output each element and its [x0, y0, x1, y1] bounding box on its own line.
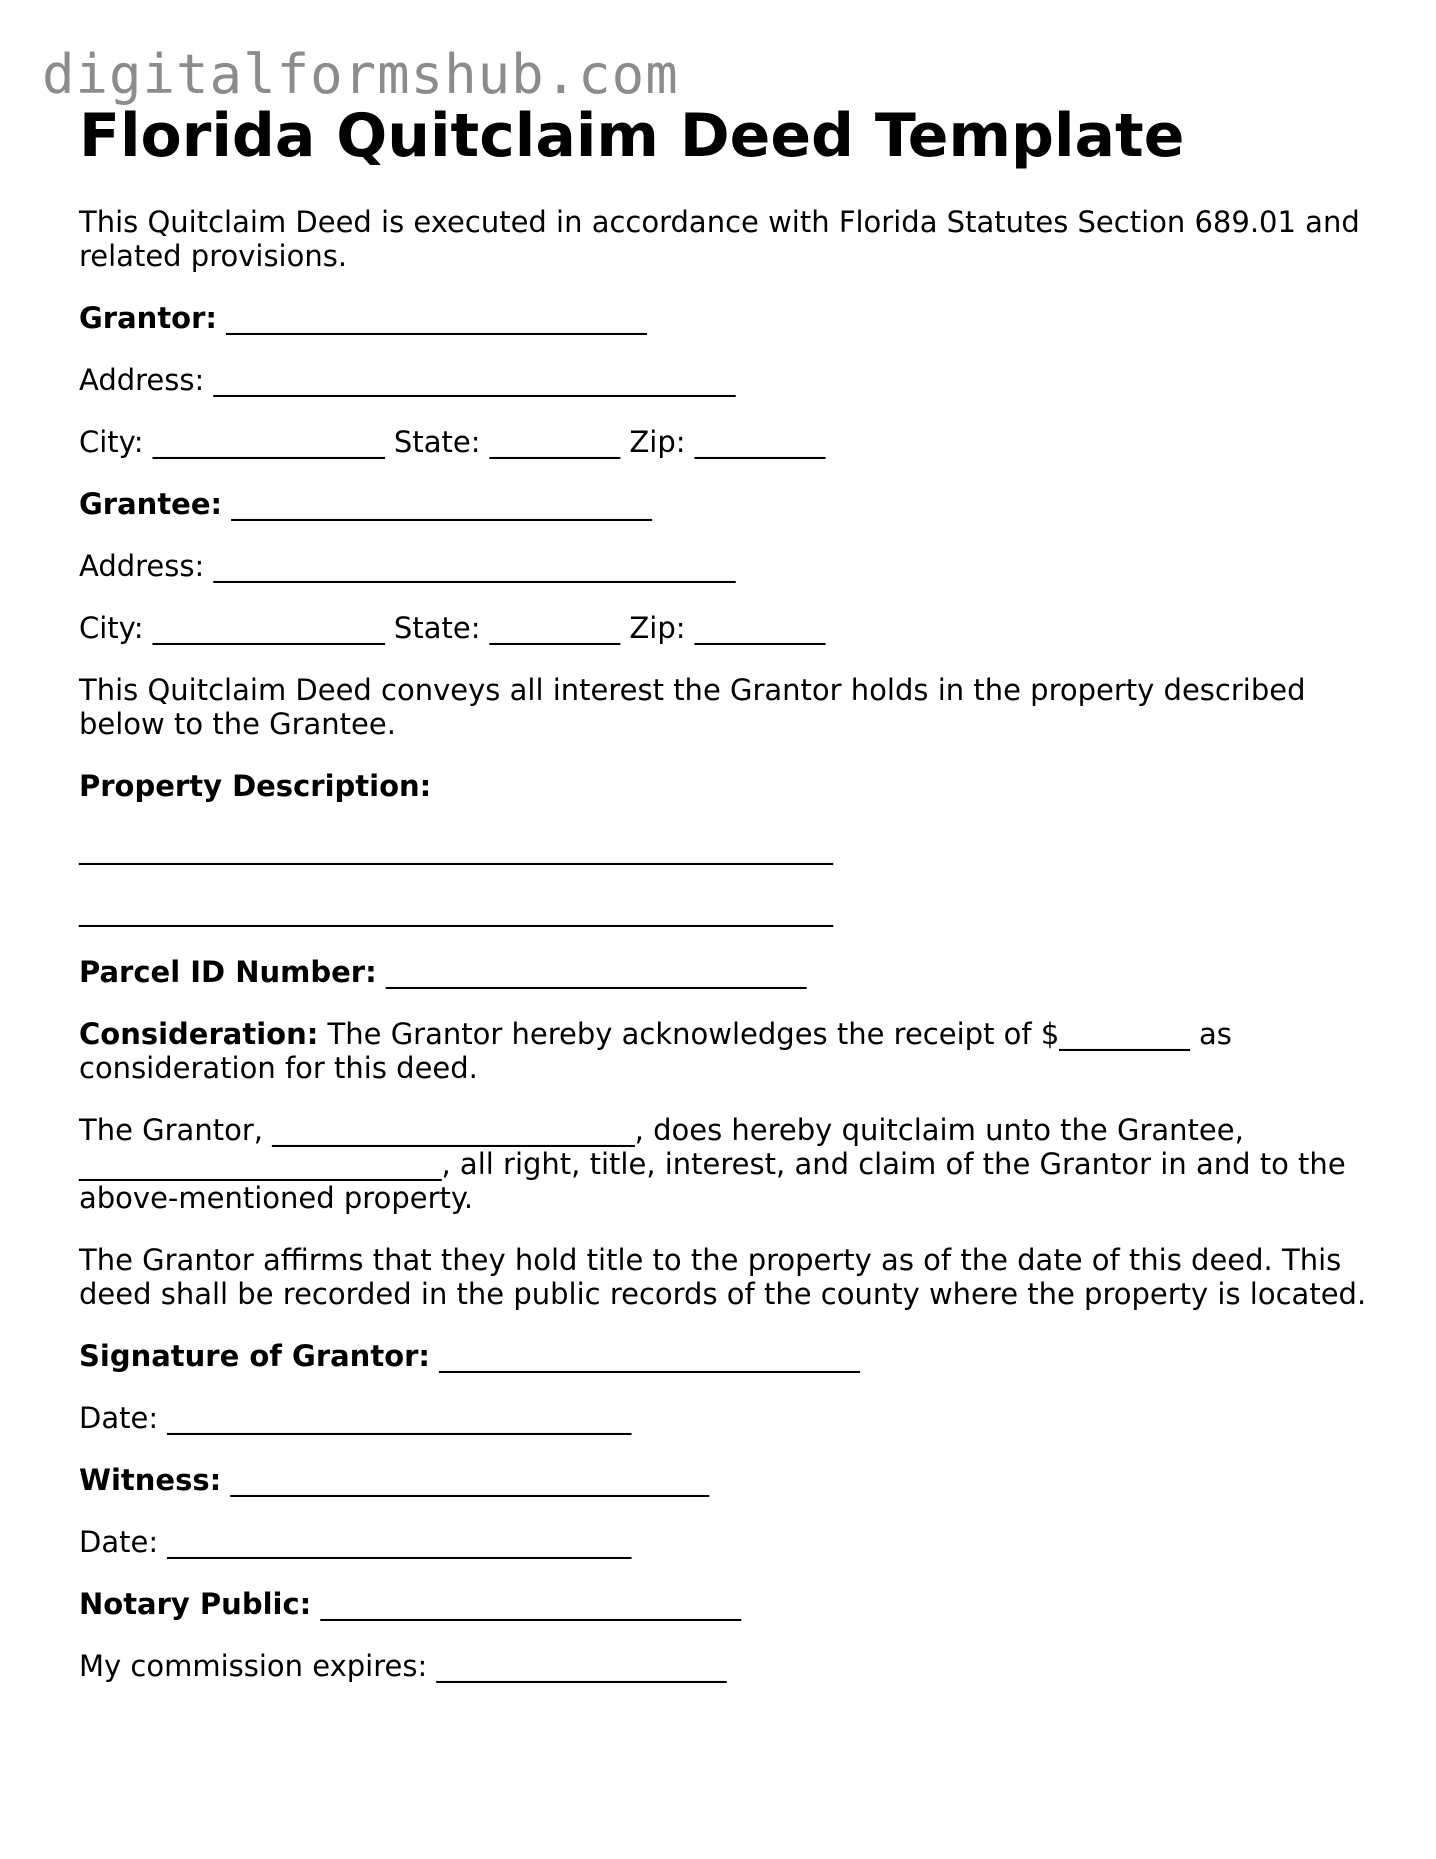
grantor-signature-blank[interactable]: _____________________________ — [430, 1339, 860, 1373]
parcel-id-blank[interactable]: _____________________________ — [376, 955, 807, 989]
grantor-city-state-zip-field[interactable]: City: ________________ State: _________ Zip: _________ — [79, 425, 826, 459]
commission-expires-field[interactable]: My commission expires: ____________________ — [79, 1649, 727, 1683]
grantee-city-state-zip-field[interactable]: City: ________________ State: _________ Zip: _________ — [79, 611, 826, 645]
grantor-signature-date-field[interactable]: Date: ________________________________ — [79, 1401, 632, 1435]
intro-paragraph: This Quitclaim Deed is executed in accordance with Florida Statutes Section 689.01 and related provisions. — [79, 205, 1360, 273]
watermark: digitalformshub.com — [42, 43, 679, 106]
property-description-line-1[interactable]: ____________________________________________________ — [79, 831, 833, 865]
witness-label: Witness: — [79, 1463, 222, 1497]
grantor-signature-field[interactable] — [79, 1339, 1379, 1373]
witness-date-field[interactable]: Date: ________________________________ — [79, 1525, 632, 1559]
grantor-blank[interactable]: _____________________________ — [217, 301, 647, 335]
property-description-label: Property Description: — [79, 769, 432, 803]
consideration-paragraph[interactable] — [79, 1017, 1379, 1085]
witness-blank[interactable]: _________________________________ — [221, 1463, 709, 1497]
deed-body — [79, 205, 1379, 1711]
grantor-signature-label: Signature of Grantor: — [79, 1339, 431, 1373]
conveyance-paragraph: This Quitclaim Deed conveys all interest the Grantor holds in the property described below to the Grantee. — [79, 673, 1306, 741]
grantee-blank[interactable]: _____________________________ — [222, 487, 652, 521]
parcel-id-field[interactable] — [79, 955, 1379, 989]
grantor-field[interactable] — [79, 301, 1379, 335]
quitclaim-paragraph[interactable]: The Grantor, _________________________, does hereby quitclaim unto the Grantee, _________________________, all right, title, interest, and claim of the Grantor in and to the above-mentioned property. — [79, 1113, 1346, 1215]
page-title: Florida Quitclaim Deed Template — [79, 101, 1185, 171]
grantee-address-field[interactable]: Address: ____________________________________ — [79, 549, 736, 583]
notary-label: Notary Public: — [79, 1587, 312, 1621]
grantor-address-field[interactable]: Address: ____________________________________ — [79, 363, 736, 397]
affirmation-paragraph: The Grantor affirms that they hold title to the property as of the date of this deed. This deed shall be recorded in the public records of the county where the property is located. — [79, 1243, 1367, 1311]
witness-field[interactable] — [79, 1463, 1379, 1497]
notary-blank[interactable]: _____________________________ — [311, 1587, 741, 1621]
grantee-label: Grantee: — [79, 487, 223, 521]
notary-field[interactable] — [79, 1587, 1379, 1621]
property-description-line-2[interactable]: ____________________________________________________ — [79, 893, 833, 927]
grantor-label: Grantor: — [79, 301, 218, 335]
parcel-id-label: Parcel ID Number: — [79, 955, 377, 989]
grantee-field[interactable] — [79, 487, 1379, 521]
consideration-text[interactable]: The Grantor hereby acknowledges the receipt of $_________ as consideration for this deed. — [79, 1017, 1232, 1085]
consideration-label: Consideration: — [79, 1017, 319, 1051]
